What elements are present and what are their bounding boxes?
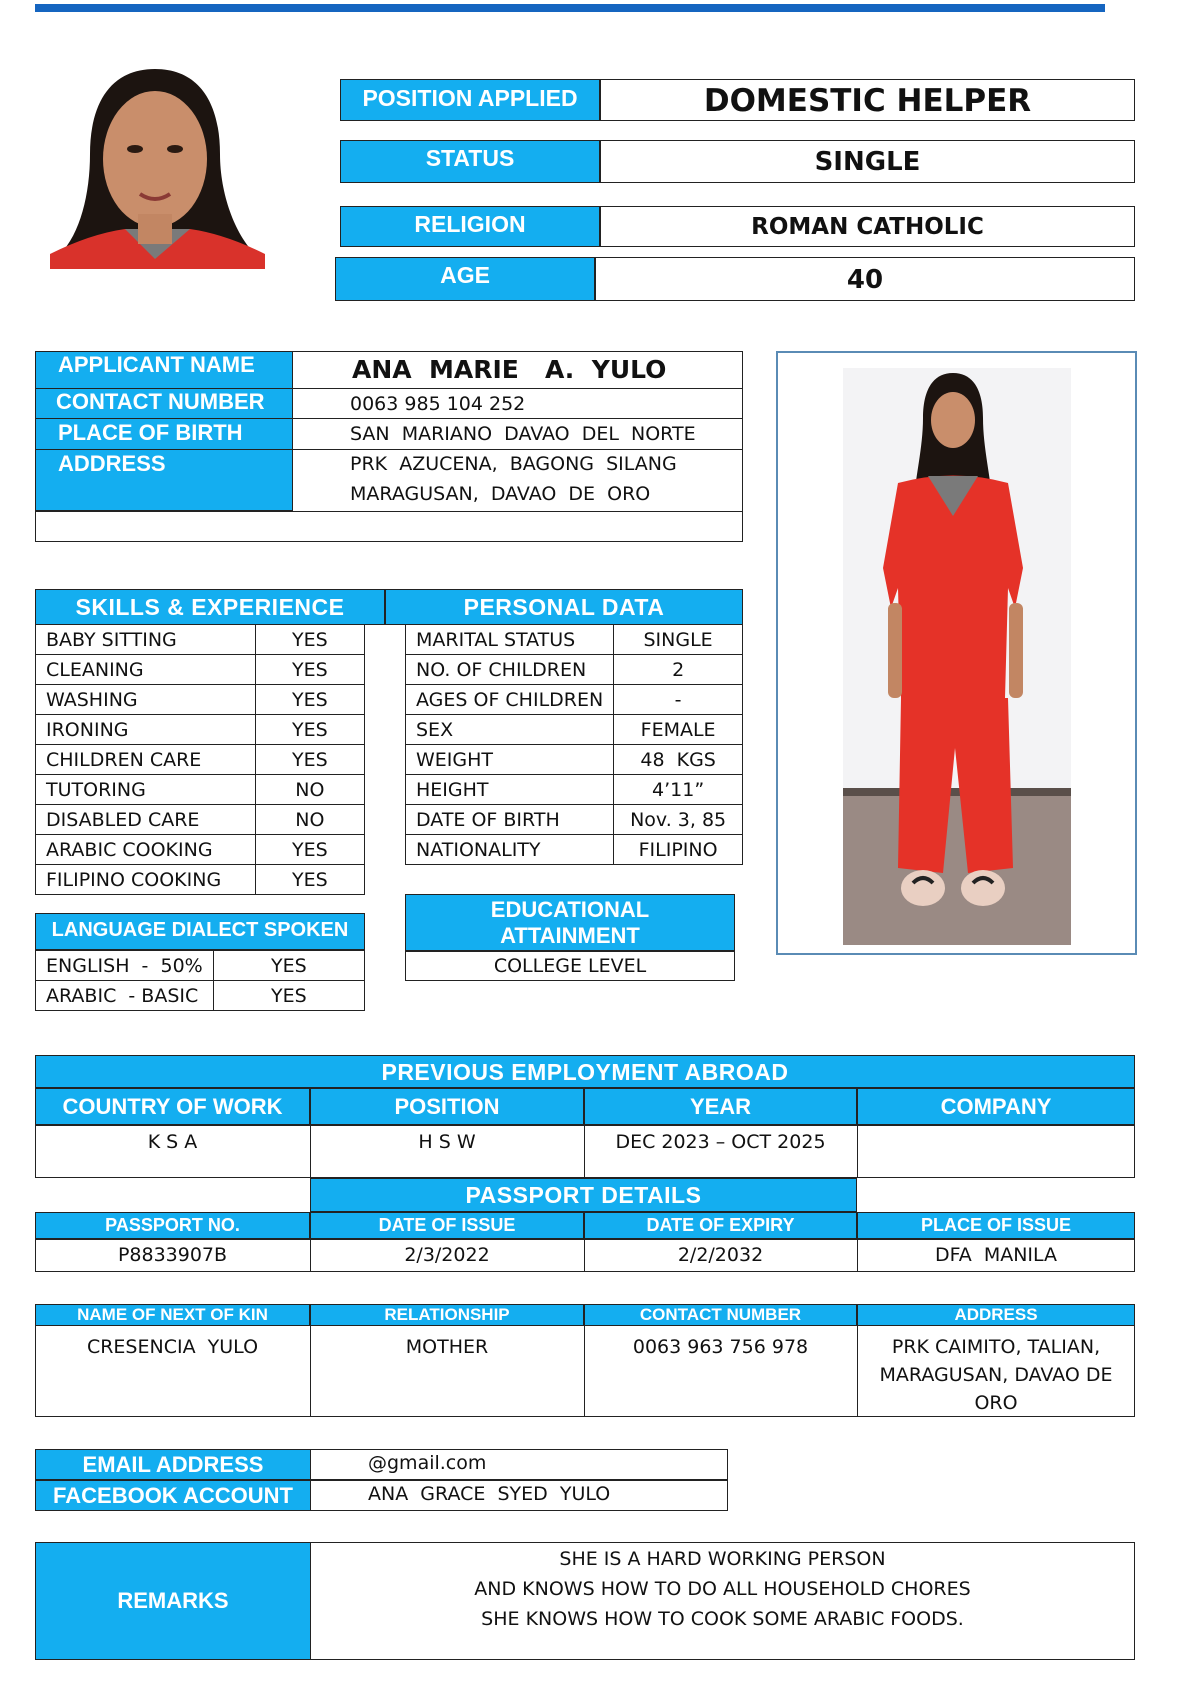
skill-value: YES [255, 625, 364, 655]
personal-value: FILIPINO [614, 835, 743, 865]
personal-label: NATIONALITY [406, 835, 614, 865]
passport-header-3: PLACE OF ISSUE [857, 1212, 1135, 1239]
kin-address-line1: PRK CAIMITO, TALIAN, [891, 1336, 1101, 1358]
skill-row [36, 835, 365, 865]
email-value-text: @gmail.com [368, 1452, 487, 1474]
personal-value: 2 [614, 655, 743, 685]
language-value: YES [213, 951, 364, 981]
skill-value: YES [255, 715, 364, 745]
employment-cell-2: DEC 2023 – OCT 2025 [615, 1131, 826, 1153]
kin-header-2: CONTACT NUMBER [584, 1304, 857, 1326]
skill-row [36, 655, 365, 685]
passport-cell-3: DFA MANILA [934, 1244, 1058, 1266]
skills-table [35, 624, 365, 895]
position-value: DOMESTIC HELPER [600, 79, 1135, 121]
address-line1: PRK AZUCENA, BAGONG SILANG [350, 453, 677, 475]
religion-label: RELIGION [340, 206, 600, 247]
place-of-birth-value: SAN MARIANO DAVAO DEL NORTE [350, 423, 696, 445]
personal-value: SINGLE [614, 625, 743, 655]
language-table [35, 950, 365, 1011]
personal-row [406, 745, 743, 775]
skill-name: WASHING [36, 685, 256, 715]
kin-header-3: ADDRESS [857, 1304, 1135, 1326]
remarks-line3: SHE KNOWS HOW TO COOK SOME ARABIC FOODS. [481, 1608, 964, 1630]
personal-data-title: PERSONAL DATA [385, 589, 743, 625]
religion-value: ROMAN CATHOLIC [600, 206, 1135, 247]
personal-value: FEMALE [614, 715, 743, 745]
kin-header-1: RELATIONSHIP [310, 1304, 584, 1326]
personal-label: HEIGHT [406, 775, 614, 805]
kin-header-0: NAME OF NEXT OF KIN [35, 1304, 310, 1326]
passport-title: PASSPORT DETAILS [310, 1178, 857, 1212]
kin-relationship: MOTHER [405, 1336, 489, 1358]
personal-row [406, 715, 743, 745]
personal-label: DATE OF BIRTH [406, 805, 614, 835]
skill-name: IRONING [36, 715, 256, 745]
passport-cell-1: 2/3/2022 [404, 1244, 490, 1266]
skill-row [36, 805, 365, 835]
kin-contact-number: 0063 963 756 978 [632, 1336, 809, 1358]
personal-value: - [614, 685, 743, 715]
skill-row [36, 685, 365, 715]
skills-title: SKILLS & EXPERIENCE [35, 589, 385, 625]
contact-number-label: CONTACT NUMBER [56, 389, 265, 414]
education-title [405, 894, 735, 951]
language-name: ARABIC - BASIC [36, 981, 214, 1011]
personal-data-table [405, 624, 743, 865]
skill-value: NO [255, 775, 364, 805]
skill-value: YES [255, 835, 364, 865]
personal-value: Nov. 3, 85 [614, 805, 743, 835]
employment-header-3: COMPANY [857, 1088, 1135, 1125]
skill-name: CLEANING [36, 655, 256, 685]
personal-row [406, 685, 743, 715]
full-body-photo [843, 368, 1071, 945]
kin-address-line2: MARAGUSAN, DAVAO DE [879, 1364, 1113, 1386]
personal-row [406, 625, 743, 655]
skill-name: FILIPINO COOKING [36, 865, 256, 895]
language-row [36, 981, 365, 1011]
age-label: AGE [335, 257, 595, 301]
skill-row [36, 625, 365, 655]
employment-title: PREVIOUS EMPLOYMENT ABROAD [35, 1055, 1135, 1088]
personal-value: 48 KGS [614, 745, 743, 775]
email-label: EMAIL ADDRESS [35, 1449, 311, 1480]
kin-name: CRESENCIA YULO [86, 1336, 259, 1358]
status-label: STATUS [340, 140, 600, 183]
skill-value: YES [255, 685, 364, 715]
skill-value: YES [255, 655, 364, 685]
headshot-photo [50, 64, 265, 269]
top-accent-bar [35, 4, 1105, 12]
personal-label: NO. OF CHILDREN [406, 655, 614, 685]
employment-header-2: YEAR [584, 1088, 857, 1125]
applicant-name-value: ANA MARIE A. YULO [352, 355, 667, 384]
status-value: SINGLE [600, 140, 1135, 183]
employment-header-0: COUNTRY OF WORK [35, 1088, 310, 1125]
personal-row [406, 775, 743, 805]
skill-name: ARABIC COOKING [36, 835, 256, 865]
personal-row [406, 655, 743, 685]
personal-row [406, 805, 743, 835]
education-title-line1: EDUCATIONAL [490, 897, 650, 922]
skill-name: CHILDREN CARE [36, 745, 256, 775]
personal-row [406, 835, 743, 865]
personal-label: WEIGHT [406, 745, 614, 775]
skill-row [36, 745, 365, 775]
personal-value: 4’11” [614, 775, 743, 805]
kin-address-line3: ORO [974, 1392, 1018, 1414]
facebook-value-text: ANA GRACE SYED YULO [368, 1483, 611, 1505]
skill-name: DISABLED CARE [36, 805, 256, 835]
language-row [36, 951, 365, 981]
address-line2: MARAGUSAN, DAVAO DE ORO [350, 483, 651, 505]
remarks-label: REMARKS [35, 1542, 311, 1660]
skill-name: BABY SITTING [36, 625, 256, 655]
skill-value: YES [255, 865, 364, 895]
personal-label: SEX [406, 715, 614, 745]
address-label: ADDRESS [58, 451, 166, 476]
skill-row [36, 865, 365, 895]
education-title-line2: ATTAINMENT [500, 923, 640, 948]
personal-label: MARITAL STATUS [406, 625, 614, 655]
remarks-line2: AND KNOWS HOW TO DO ALL HOUSEHOLD CHORES [474, 1578, 971, 1600]
skill-row [36, 715, 365, 745]
language-name: ENGLISH - 50% [36, 951, 214, 981]
employment-cell-1: H S W [418, 1131, 476, 1153]
place-of-birth-label: PLACE OF BIRTH [58, 420, 243, 445]
age-value: 40 [595, 257, 1135, 301]
skill-value: NO [255, 805, 364, 835]
employment-cell-0: K S A [147, 1131, 198, 1153]
skill-value: YES [255, 745, 364, 775]
employment-header-1: POSITION [310, 1088, 584, 1125]
remarks-line1: SHE IS A HARD WORKING PERSON [559, 1548, 886, 1570]
skill-row [36, 775, 365, 805]
passport-header-0: PASSPORT NO. [35, 1212, 310, 1239]
language-title: LANGUAGE DIALECT SPOKEN [35, 913, 365, 950]
contact-number-value: 0063 985 104 252 [350, 393, 526, 415]
passport-cell-2: 2/2/2032 [677, 1244, 764, 1266]
education-value: COLLEGE LEVEL [405, 951, 735, 981]
language-value: YES [213, 981, 364, 1011]
applicant-name-label: APPLICANT NAME [58, 352, 255, 377]
position-label: POSITION APPLIED [340, 79, 600, 121]
passport-header-2: DATE OF EXPIRY [584, 1212, 857, 1239]
passport-header-1: DATE OF ISSUE [310, 1212, 584, 1239]
facebook-label: FACEBOOK ACCOUNT [35, 1480, 311, 1511]
skill-name: TUTORING [36, 775, 256, 805]
personal-label: AGES OF CHILDREN [406, 685, 614, 715]
passport-cell-0: P8833907B [117, 1244, 228, 1266]
